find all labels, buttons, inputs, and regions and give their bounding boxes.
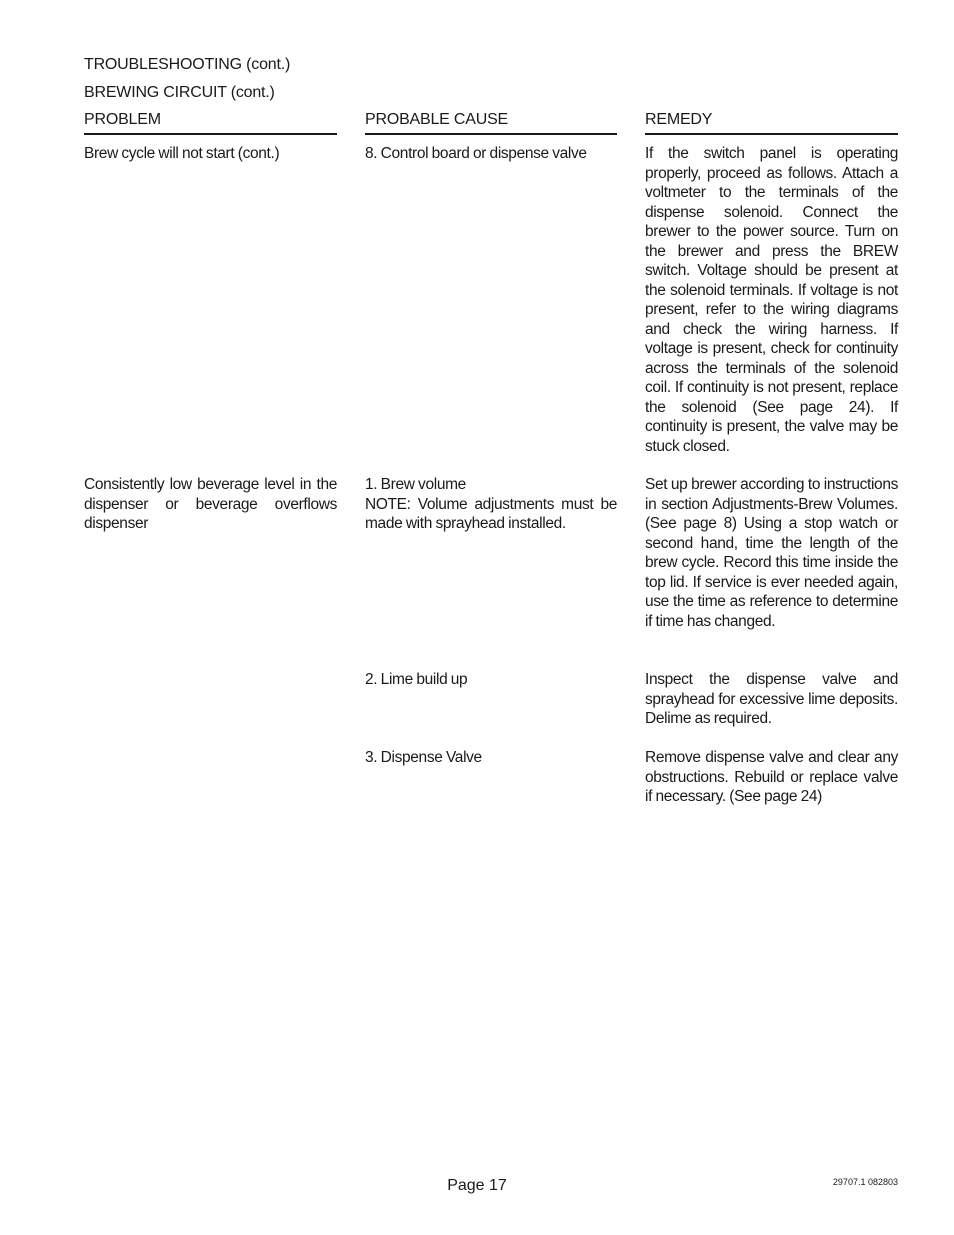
row-3-remedy: Inspect the dispense valve and sprayhead for excessive lime deposits. Delime as required. (645, 671, 898, 727)
row-4-cause: 3. Dispense Valve (365, 749, 482, 766)
column-header-remedy: REMEDY (645, 110, 898, 135)
row-2-remedy: Set up brewer according to instructions in section Adjustments-Brew Volumes. (See page 8) Using a stop watch or second hand, time the length of the brew cycle. Record this time inside the top lid. If service is ever needed again, use the time as reference to determine if time has changed. (645, 476, 898, 630)
row-2-cause-title: 1. Brew volume (365, 476, 466, 493)
row-1-problem: Brew cycle will not start (cont.) (84, 145, 280, 162)
column-header-problem: PROBLEM (84, 110, 337, 135)
row-2-problem: Consistently low beverage level in the dispenser or beverage overflows dispenser (84, 476, 337, 532)
page-number: Page 17 (447, 1177, 507, 1194)
row-1-cause: 8. Control board or dispense valve (365, 145, 587, 162)
row-1-remedy: If the switch panel is operating properly, proceed as follows. Attach a voltmeter to the terminals of the dispense solenoid. Connect the brewer to the power source. Turn on the brewer and press the BREW switch. Voltage should be present at the solenoid terminals. If voltage is not present, refer to the wiring diagrams and check the wiring harness. If voltage is present, check for continuity across the terminals of the solenoid coil. If continuity is not present, replace the solenoid (See page 24). If continuity is present, the valve may be stuck closed. (645, 145, 898, 455)
section-title: TROUBLESHOOTING (cont.) (84, 56, 291, 73)
column-header-probable-cause: PROBABLE CAUSE (365, 110, 617, 135)
row-2-cause (365, 475, 617, 534)
document-number: 29707.1 082803 (832, 1177, 898, 1187)
row-2-cause-note: NOTE: Volume adjustments must be made with sprayhead installed. (365, 495, 617, 532)
subsection-title: BREWING CIRCUIT (cont.) (84, 84, 275, 101)
row-3-cause: 2. Lime build up (365, 671, 468, 688)
row-4-remedy: Remove dispense valve and clear any obstructions. Rebuild or replace valve if necessary. (See page 24) (645, 749, 898, 805)
